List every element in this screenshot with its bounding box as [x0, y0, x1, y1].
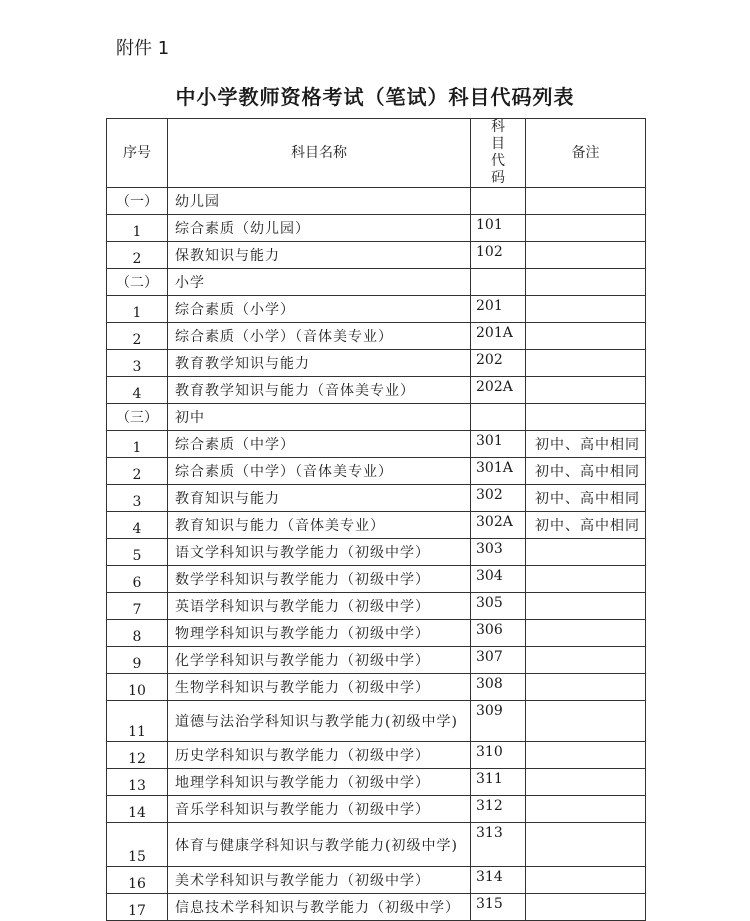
table-row: [107, 404, 646, 431]
row-index: 15: [107, 823, 168, 867]
table-row: [107, 539, 646, 566]
row-subject-code: 201: [471, 296, 526, 323]
row-note: [526, 593, 646, 620]
table-row: [107, 350, 646, 377]
table-row: [107, 296, 646, 323]
row-subject-code: 315: [471, 894, 526, 921]
table-row: [107, 823, 646, 867]
row-subject-name: 初中: [168, 404, 471, 431]
row-index: 2: [107, 323, 168, 350]
table-row: [107, 566, 646, 593]
table-row: [107, 188, 646, 215]
row-subject-name: 地理学科知识与教学能力（初级中学）: [168, 769, 471, 796]
row-subject-code: [471, 188, 526, 215]
row-subject-name: 保教知识与能力: [168, 242, 471, 269]
table-row: [107, 431, 646, 458]
row-subject-code: 303: [471, 539, 526, 566]
row-note: [526, 323, 646, 350]
row-index: 6: [107, 566, 168, 593]
row-subject-code: 311: [471, 769, 526, 796]
row-subject-code: 308: [471, 674, 526, 701]
row-note: [526, 769, 646, 796]
subject-code-table: [106, 118, 646, 921]
row-subject-name: 生物学科知识与教学能力（初级中学）: [168, 674, 471, 701]
row-note: [526, 796, 646, 823]
row-note: [526, 269, 646, 296]
table-row: [107, 769, 646, 796]
row-subject-code: 101: [471, 215, 526, 242]
row-subject-name: 物理学科知识与教学能力（初级中学）: [168, 620, 471, 647]
row-subject-code: 202: [471, 350, 526, 377]
row-index: 2: [107, 242, 168, 269]
table-row: [107, 796, 646, 823]
row-subject-code: 307: [471, 647, 526, 674]
row-subject-name: 教育知识与能力: [168, 485, 471, 512]
row-index: 8: [107, 620, 168, 647]
row-subject-code: 314: [471, 867, 526, 894]
row-note: [526, 894, 646, 921]
header-subject-name: 科目名称: [168, 119, 471, 188]
row-subject-name: 综合素质（幼儿园）: [168, 215, 471, 242]
row-subject-name: 综合素质（小学）（音体美专业）: [168, 323, 471, 350]
row-index: 10: [107, 674, 168, 701]
row-subject-code: 312: [471, 796, 526, 823]
row-index: （二）: [107, 269, 168, 296]
row-index: 2: [107, 458, 168, 485]
row-note: [526, 674, 646, 701]
row-subject-name: 英语学科知识与教学能力（初级中学）: [168, 593, 471, 620]
row-note: [526, 867, 646, 894]
row-index: 1: [107, 215, 168, 242]
row-note: [526, 350, 646, 377]
row-note: [526, 404, 646, 431]
row-subject-name: 综合素质（中学）: [168, 431, 471, 458]
row-subject-code: 301A: [471, 458, 526, 485]
row-subject-code: [471, 269, 526, 296]
row-subject-code: 302A: [471, 512, 526, 539]
table-row: [107, 742, 646, 769]
row-note: 初中、高中相同: [526, 512, 646, 539]
document-title: 中小学教师资格考试（笔试）科目代码列表: [175, 85, 575, 109]
row-index: （三）: [107, 404, 168, 431]
row-subject-name: 数学学科知识与教学能力（初级中学）: [168, 566, 471, 593]
table-row: [107, 512, 646, 539]
row-index: 1: [107, 431, 168, 458]
row-note: [526, 215, 646, 242]
row-subject-name: 语文学科知识与教学能力（初级中学）: [168, 539, 471, 566]
row-note: 初中、高中相同: [526, 458, 646, 485]
table-row: [107, 674, 646, 701]
header-note: 备注: [526, 119, 646, 188]
table-row: [107, 647, 646, 674]
row-subject-name: 历史学科知识与教学能力（初级中学）: [168, 742, 471, 769]
row-subject-code: 302: [471, 485, 526, 512]
table-row: [107, 894, 646, 921]
row-index: 9: [107, 647, 168, 674]
row-subject-name: 体育与健康学科知识与教学能力(初级中学): [168, 823, 471, 867]
row-index: 13: [107, 769, 168, 796]
row-subject-name: 音乐学科知识与教学能力（初级中学）: [168, 796, 471, 823]
table-row: [107, 867, 646, 894]
table-row: [107, 269, 646, 296]
row-note: [526, 242, 646, 269]
row-index: 4: [107, 377, 168, 404]
row-subject-code: 309: [471, 701, 526, 742]
row-subject-code: 305: [471, 593, 526, 620]
row-index: 17: [107, 894, 168, 921]
table-row: [107, 620, 646, 647]
header-subject-code: 科目代码: [471, 119, 526, 188]
row-subject-code: [471, 404, 526, 431]
row-subject-name: 化学学科知识与教学能力（初级中学）: [168, 647, 471, 674]
row-index: 5: [107, 539, 168, 566]
table-row: [107, 377, 646, 404]
row-subject-code: 310: [471, 742, 526, 769]
row-index: 1: [107, 296, 168, 323]
row-subject-code: 313: [471, 823, 526, 867]
row-subject-code: 102: [471, 242, 526, 269]
row-note: [526, 377, 646, 404]
row-note: [526, 539, 646, 566]
row-subject-name: 小学: [168, 269, 471, 296]
table-row: [107, 323, 646, 350]
row-subject-name: 综合素质（小学）: [168, 296, 471, 323]
row-note: [526, 296, 646, 323]
table-row: [107, 242, 646, 269]
row-subject-name: 教育教学知识与能力（音体美专业）: [168, 377, 471, 404]
table-row: [107, 701, 646, 742]
row-subject-name: 教育知识与能力（音体美专业）: [168, 512, 471, 539]
row-note: [526, 701, 646, 742]
table-header-row: [107, 119, 646, 188]
row-note: [526, 620, 646, 647]
row-index: 11: [107, 701, 168, 742]
table-row: [107, 593, 646, 620]
row-index: 7: [107, 593, 168, 620]
table-row: [107, 485, 646, 512]
row-note: [526, 647, 646, 674]
attachment-label: 附件 1: [116, 38, 170, 59]
header-index: 序号: [107, 119, 168, 188]
row-index: 12: [107, 742, 168, 769]
row-note: [526, 823, 646, 867]
row-index: （一）: [107, 188, 168, 215]
row-subject-name: 综合素质（中学）（音体美专业）: [168, 458, 471, 485]
row-note: [526, 188, 646, 215]
row-index: 3: [107, 485, 168, 512]
table-row: [107, 215, 646, 242]
row-index: 14: [107, 796, 168, 823]
row-note: 初中、高中相同: [526, 485, 646, 512]
row-subject-name: 美术学科知识与教学能力（初级中学）: [168, 867, 471, 894]
row-index: 4: [107, 512, 168, 539]
row-subject-code: 201A: [471, 323, 526, 350]
row-index: 16: [107, 867, 168, 894]
row-subject-name: 幼儿园: [168, 188, 471, 215]
row-subject-code: 306: [471, 620, 526, 647]
row-subject-name: 信息技术学科知识与教学能力（初级中学）: [168, 894, 471, 921]
row-subject-name: 道德与法治学科知识与教学能力(初级中学): [168, 701, 471, 742]
row-note: 初中、高中相同: [526, 431, 646, 458]
row-subject-code: 202A: [471, 377, 526, 404]
row-note: [526, 742, 646, 769]
row-note: [526, 566, 646, 593]
row-index: 3: [107, 350, 168, 377]
row-subject-name: 教育教学知识与能力: [168, 350, 471, 377]
row-subject-code: 301: [471, 431, 526, 458]
row-subject-code: 304: [471, 566, 526, 593]
table-row: [107, 458, 646, 485]
